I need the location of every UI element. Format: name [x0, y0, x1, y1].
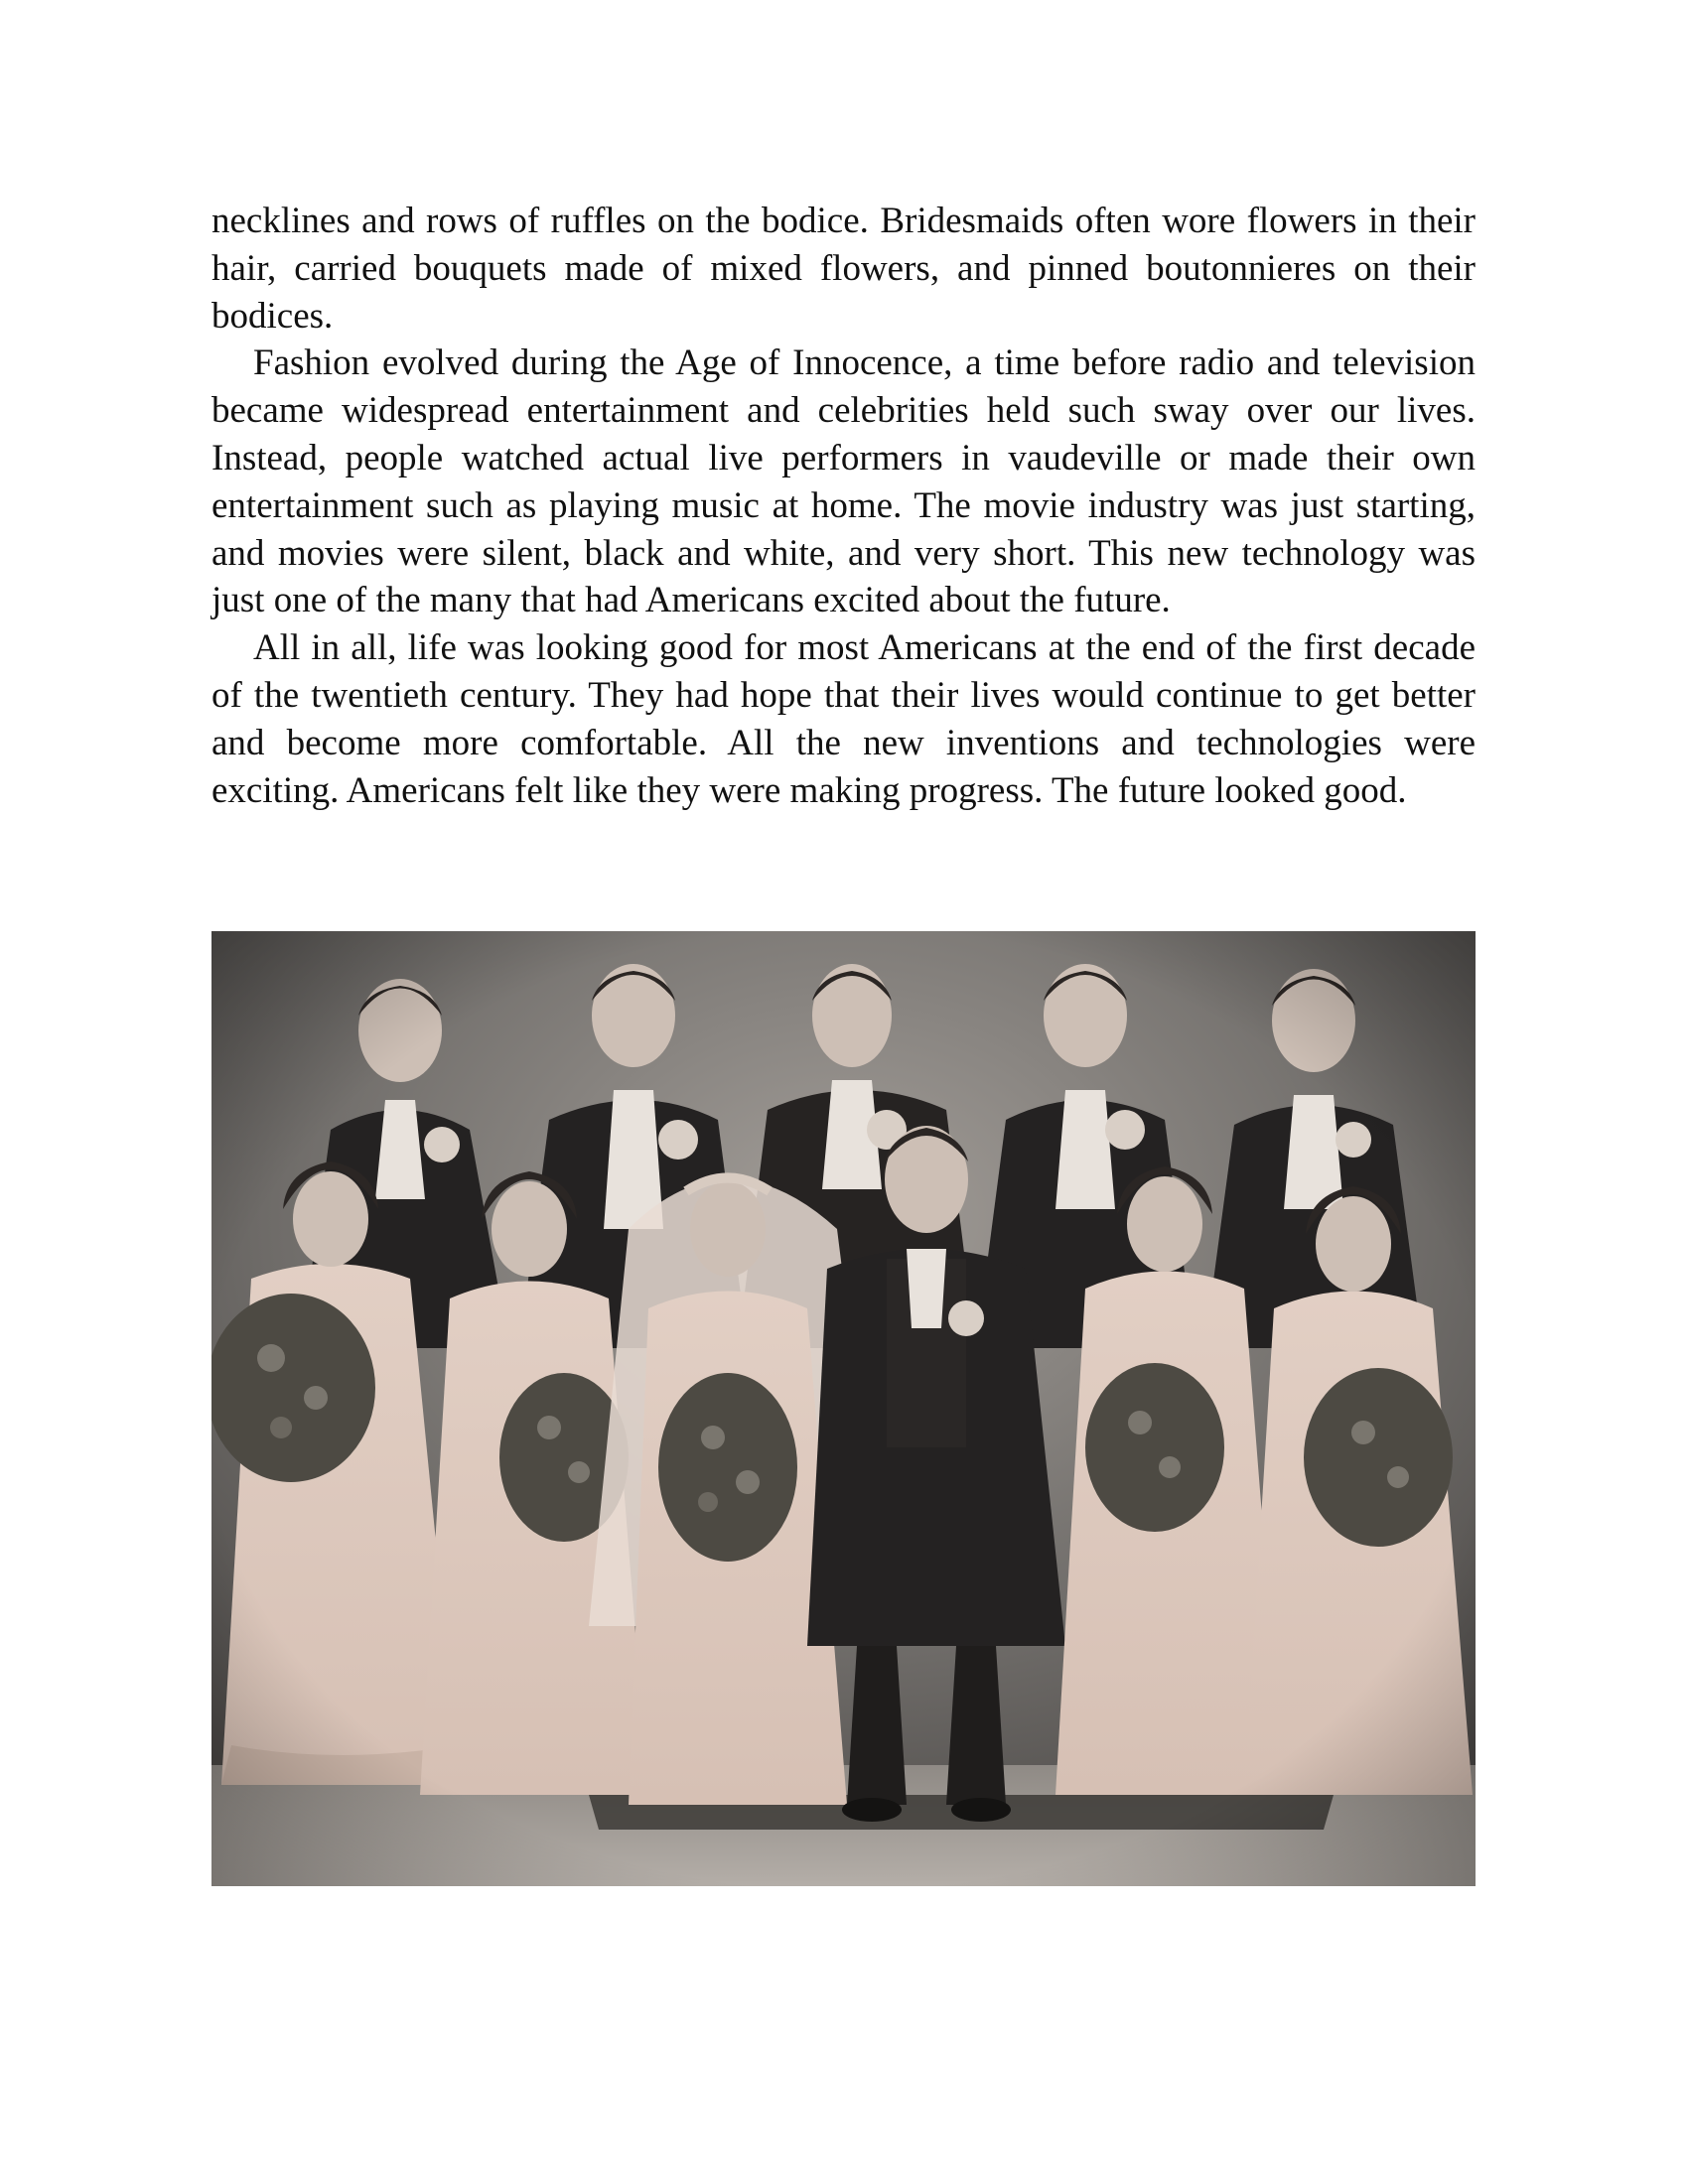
body-text	[211, 198, 1476, 814]
paragraph-fashion: Fashion evolved during the Age of Innocence, a time before radio and television became widespread entertainment and celebrities held such sway over our lives. Instead, people watched actual live performers in vaudeville or made their own entertainment such as playing music at home. The movie industry was just starting, and movies were silent, black and white, and very short. This new technology was just one of the many that had Americans excited about the future.	[211, 342, 1476, 621]
wedding-photo-illustration	[211, 931, 1476, 1886]
photo-vignette	[211, 931, 1476, 1886]
wedding-party-photo	[211, 931, 1476, 1886]
paragraph-continuation: necklines and rows of ruffles on the bodice. Bridesmaids often wore flowers in their hair, carried bouquets made of mixed flowers, and pinned boutonnieres on their bodices.	[211, 201, 1476, 337]
paragraph-all-in-all: All in all, life was looking good for most Americans at the end of the first decade of the twentieth century. They had hope that their lives would continue to get better and become more comfortable. All the new inventions and technologies were exciting. Americans felt like they were making progress. The future looked good.	[211, 627, 1476, 811]
